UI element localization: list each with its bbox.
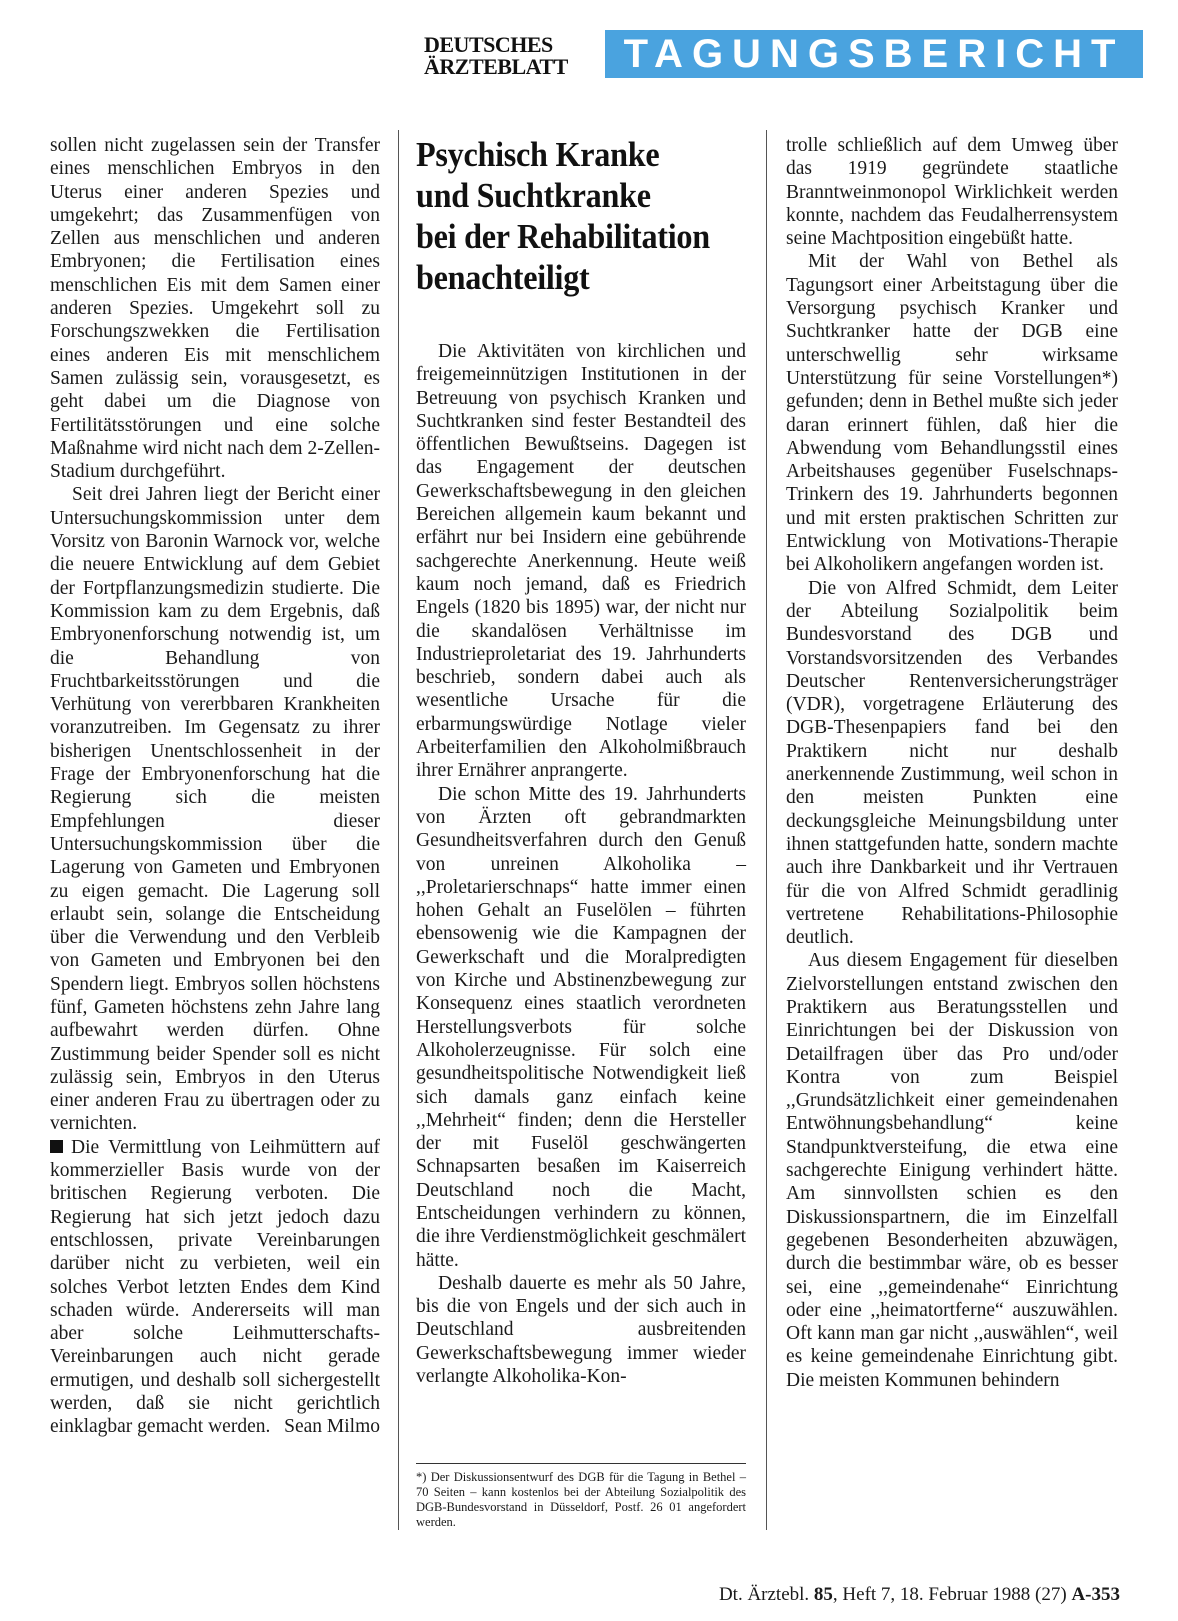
headline-line: Psychisch Kranke — [416, 135, 660, 174]
column-right — [786, 134, 1118, 1392]
journal-name: Dt. Ärztebl. — [718, 1584, 810, 1605]
paragraph: Die von Alfred Schmidt, dem Leiter der Abteilung Sozialpolitik beim Bundesvorstand des DGB und Vorstandsvorsitzenden des Verbandes Deutscher Rentenversicherungsträger (VDR), vorgetragene Erläuterung des DGB-Thesenpapiers fand bei den Praktikern nicht nur deshalb anerkennende Zustimmung, weil schon in den meisten Punkten eine deckungsgleiche Meinungsbildung unter ihnen stattgefunden hatte, sondern machte auch ihre Dankbarkeit und ihr Vertrauen für die von Alfred Schmidt geradlinig vertretene Rehabilitations-Philosophie deutlich. — [786, 577, 1118, 949]
section-banner: TAGUNGSBERICHT — [605, 30, 1143, 78]
paragraph: sollen nicht zugelassen sein der Transfer eines menschlichen Embryos in den Uterus einer anderen Spezies und umgekehrt; das Zusammenfügen von Zellen aus menschlichen und anderen Embryonen; die Fertilisation eines menschlichen Eis mit dem Samen einer anderen Spezies. Umgekehrt soll zu Forschungszwekken die Fertilisation eines anderen Eis mit menschlichem Samen zulässig sein, vorausgesetzt, es geht dabei um die Diagnose von Fertilitätsstörungen und eine solche Maßnahme wird nicht nach dem 2-Zellen-Stadium durchgeführt. — [50, 135, 380, 483]
paragraph: Die Aktivitäten von kirchlichen und freigemeinnützigen Institutionen in der Betreuung von psychisch Kranken und Suchtkranken sind fester Bestandteil des öffentlichen Bewußtseins. Dagegen ist das Engagement der deutschen Gewerkschaftsbewegung in den gleichen Bereichen allgemein kaum bekannt und erfährt nur bei Insidern eine gebührende sachgerechte Anerkennung. Heute weiß kaum noch jemand, daß es Friedrich Engels (1820 bis 1895) war, der nicht nur die skandalösen Verhältnisse im Industrieproletariat des 19. Jahrhunderts beschrieb, sondern dabei auch als wesentliche Ursache für die erbarmungswürdige Notlage vieler Arbeiterfamilien den Alkoholmißbrauch ihrer Ernährer anprangerte. — [416, 341, 746, 782]
column-divider-2 — [766, 130, 767, 1530]
issue-info: , Heft 7, 18. Februar 1988 (27) — [832, 1584, 1067, 1605]
logo-line-1: DEUTSCHES — [424, 32, 553, 57]
paragraph: trolle schließlich auf dem Umweg über das 1919 gegründete staatliche Branntweinmonopol Wirklichkeit werden konnte, nachdem das Feudalherrensystem seine Machtposition eingebüßt hatte. — [786, 135, 1118, 250]
volume-number: 85 — [813, 1584, 833, 1605]
column-divider-1 — [398, 130, 399, 1530]
article-headline — [416, 134, 747, 298]
page-number: A-353 — [1071, 1584, 1120, 1605]
paragraph-text: Die Vermittlung von Leihmüttern auf kommerzieller Basis wurde von der britischen Regierung verboten. Die Regierung hat sich jetzt jedoch dazu entschlossen, private Vereinbarungen darüber nicht zu verbieten, weil ein solches Verbot letzten Endes dem Kind schaden würde. Andererseits will man aber solche Leihmutterschafts-Vereinbarungen auch nicht gerade ermutigen, und deshalb soll sichergestellt werden, daß sie nicht gerichtlich einklagbar gemacht werden. — [50, 1136, 380, 1438]
square-bullet-icon — [50, 1140, 63, 1153]
column-left — [50, 134, 380, 1439]
author-signature: Sean Milmo — [284, 1416, 380, 1438]
column-middle — [416, 134, 746, 1388]
headline-line: und Suchtkranke — [416, 176, 651, 215]
journal-logo — [424, 34, 594, 78]
logo-line-2: ÄRZTEBLATT — [424, 54, 568, 79]
paragraph: Die schon Mitte des 19. Jahrhunderts von Ärzten oft gebrandmarkten Gesundheitsverfahren durch den Genuß von unreinen Alkoholika – ,,Proletarierschnaps“ hatte immer einen hohen Gehalt an Fuselölen – führten ebensowenig wie die Kampagnen der Gewerkschaft und die Moralpredigten von Kirche und Abstinenzbewegung zur Konsequenz eines staatlich verordneten Herstellungsverbots für solche Alkoholerzeugnisse. Für solch eine gesundheitspolitische Notwendigkeit ließ sich damals ganz einfach keine ,,Mehrheit“ finden; denn die Hersteller der mit Fuselöl geschwängerten Schnapsarten besaßen im Kaiserreich Deutschland noch die Macht, Entscheidungen verhindern zu können, die ihre Verdienstmöglichkeit geschmälert hätte. — [416, 783, 746, 1271]
paragraph: Seit drei Jahren liegt der Bericht einer Untersuchungskommission unter dem Vorsitz von Baronin Warnock vor, welche die neuere Entwicklung auf dem Gebiet der Fortpflanzungsmedizin studierte. Die Kommission kam zu dem Ergebnis, daß Embryonenforschung notwendig ist, um die Behandlung von Fruchtbarkeitsstörungen und die Verhütung von vererbbaren Krankheiten voranzutreiben. Im Gegensatz zu ihrer bisherigen Unentschlossenheit in der Frage der Embryonenforschung hat die Regierung sich die meisten Empfehlungen dieser Untersuchungskommission über die Lagerung von Gameten und Embryonen zu eigen gemacht. Die Lagerung soll erlaubt sein, solange die Entscheidung über die Verwendung und den Verbleib von Gameten und Embryonen bei den Spendern liegt. Embryos sollen höchstens fünf, Gameten höchstens zehn Jahre lang aufbewahrt werden dürfen. Ohne Zustimmung beider Spender soll es nicht zulässig sein, Embryos in den Uterus einer anderen Frau zu übertragen oder zu vernichten. — [50, 484, 380, 1135]
paragraph: Aus diesem Engagement für dieselben Zielvorstellungen entstand zwischen den Praktikern aus Beratungsstellen und Einrichtungen bei der Diskussion von Detailfragen über das Pro und/oder Kontra von zum Beispiel ,,Grundsätzlichkeit einer gemeindenahen Entwöhnungsbehandlung“ keine Standpunktversteifung, die etwa eine sachgerechte Einigung verhindert hätte. Am sinnvollsten schien es den Diskussionspartnern, die im Einzelfall gegebenen Besonderheiten abzuwägen, durch die bestimmbar wäre, ob es besser sei, eine ,,gemeindenahe“ Einrichtung oder eine ,,heimatortferne“ auszuwählen. Oft kann man gar nicht ,,auswählen“, weil es keine gemeindenahe Einrichtung gibt. Die meisten Kommunen behindern — [786, 950, 1118, 1391]
paragraph: Deshalb dauerte es mehr als 50 Jahre, bis die von Engels und der sich auch in Deutschland ausbreitenden Gewerkschaftsbewegung immer wieder verlangte Alkoholika-Kon- — [416, 1272, 746, 1388]
bullet-paragraph — [50, 1136, 380, 1439]
headline-line: benachteiligt — [416, 258, 590, 297]
page-footer — [600, 1584, 1120, 1606]
footnote: *) Der Diskussionsentwurf des DGB für die Tagung in Bethel – 70 Seiten – kann kostenlos bei der Abteilung Sozialpolitik des DGB-Bundesvorstand in Düsseldorf, Postf. 26 01 angefordert werden. — [416, 1463, 746, 1530]
headline-line: bei der Rehabilitation — [416, 217, 710, 256]
paragraph: Mit der Wahl von Bethel als Tagungsort einer Arbeitstagung über die Versorgung psychisch Kranker und Suchtkranker hatte der DGB eine unterschwellig sehr wirksame Unterstützung für seine Vorstellungen*) gefunden; denn in Bethel mußte sich jeder daran erinnert fühlen, daß hier die Abwendung vom Behandlungsstil eines Arbeitshauses gegenüber Fuselschnaps-Trinkern des 19. Jahrhunderts begonnen und mit ersten praktischen Schritten zur Entwicklung von Motivations-Therapie bei Alkoholikern angefangen worden ist. — [786, 251, 1118, 576]
